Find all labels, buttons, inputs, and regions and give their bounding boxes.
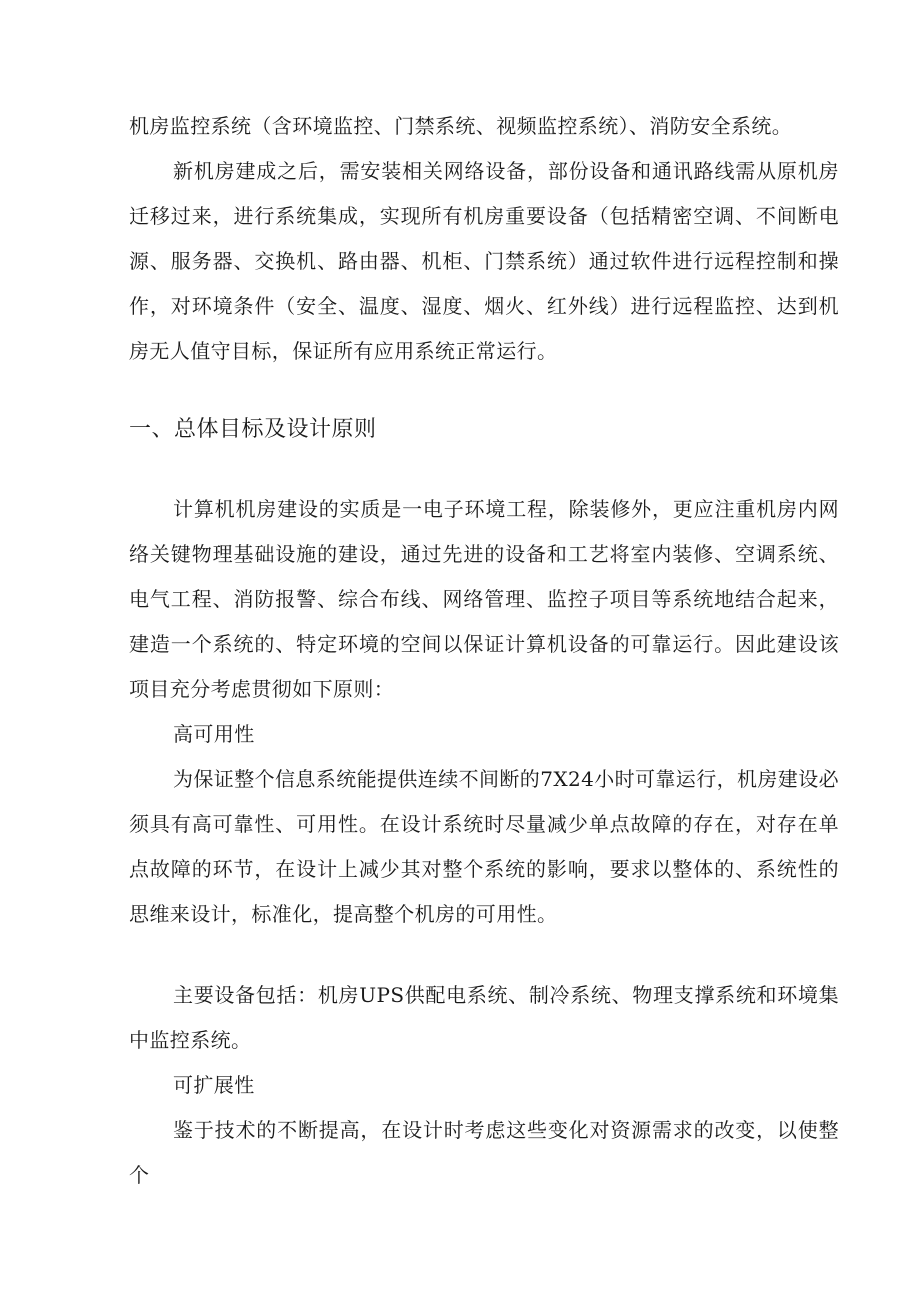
paragraph-scalability: 鉴于技术的不断提高，在设计时考虑这些变化对资源需求的改变，以使整个	[129, 1118, 839, 1187]
principle-heading-scalability: 可扩展性	[173, 1073, 255, 1097]
spacer	[129, 937, 839, 973]
spacer	[129, 452, 839, 487]
paragraph-new-machine-room: 新机房建成之后，需安装相关网络设备，部份设备和通讯路线需从原机房迁移过来，进行系统集成，实现所有机房重要设备（包括精密空调、不间断电源、服务器、交换机、路由器、机柜、门禁系统）通过软件进行远程控制和操作，对环境条件（安全、温度、湿度、烟火、红外线）进行远程监控、达到机房无人值守目标，保证所有应用系统正常运行。	[129, 159, 839, 363]
paragraph-main-equipment: 主要设备包括：机房UPS供配电系统、制冷系统、物理支撑系统和环境集中监控系统。	[129, 983, 839, 1052]
paragraph-intro: 计算机机房建设的实质是一电子环境工程，除装修外，更应注重机房内网络关键物理基础设施的建设，通过先进的设备和工艺将室内装修、空调系统、电气工程、消防报警、综合布线、网络管理、监控子项目等系统地结合起来，建造一个系统的、特定环境的空间以保证计算机设备的可靠运行。因此建设该项目充分考虑贯彻如下原则：	[129, 497, 839, 701]
paragraph-monitoring-systems: 机房监控系统（含环境监控、门禁系统、视频监控系统）、消防安全系统。	[129, 114, 793, 138]
document-body	[129, 104, 839, 1198]
paragraph-availability: 为保证整个信息系统能提供连续不间断的7X24小时可靠运行，机房建设必须具有高可靠性、可用性。在设计系统时尽量减少单点故障的存在，对存在单点故障的环节，在设计上减少其对整个系统的影响，要求以整体的、系统性的思维来设计，标准化，提高整个机房的可用性。	[129, 767, 840, 926]
section-title: 一、总体目标及设计原则	[129, 417, 377, 442]
principle-heading-availability: 高可用性	[173, 722, 255, 746]
spacer	[129, 374, 839, 407]
